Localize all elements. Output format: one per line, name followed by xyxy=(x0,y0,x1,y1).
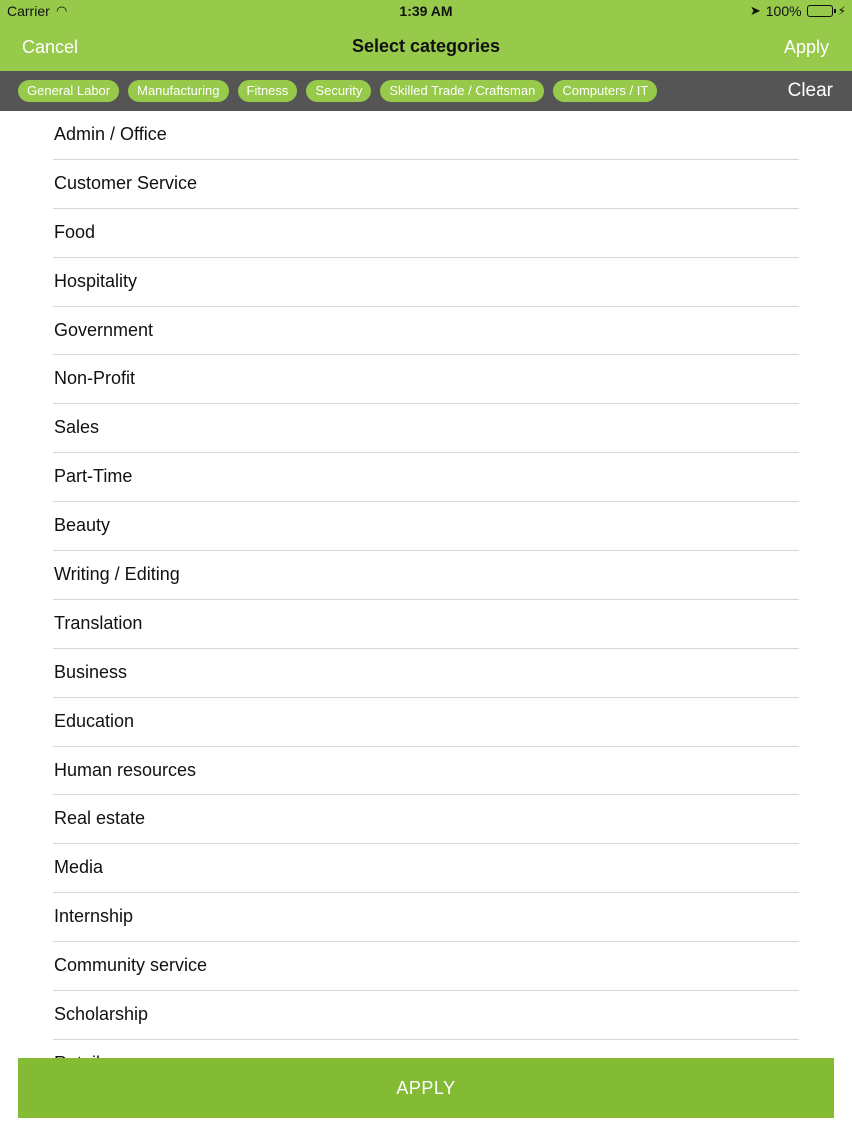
category-chip[interactable]: Fitness xyxy=(238,80,298,102)
category-label: Non-Profit xyxy=(54,368,136,389)
selected-categories-bar xyxy=(0,71,852,111)
category-chip[interactable]: Computers / IT xyxy=(553,80,657,102)
category-row[interactable] xyxy=(53,160,799,209)
category-chip[interactable]: Skilled Trade / Craftsman xyxy=(380,80,544,102)
category-label: Education xyxy=(54,710,135,731)
category-label: Business xyxy=(54,661,128,682)
category-label: Food xyxy=(54,221,96,242)
navigation-bar xyxy=(0,24,852,70)
category-row[interactable] xyxy=(53,551,799,600)
category-label: Writing / Editing xyxy=(54,564,180,585)
category-chip[interactable]: Manufacturing xyxy=(128,80,228,102)
location-arrow-icon: ➤ xyxy=(749,3,761,18)
status-bar xyxy=(0,0,852,22)
category-row[interactable] xyxy=(53,649,799,698)
wifi-icon: ◠ xyxy=(56,3,68,18)
category-label: Translation xyxy=(54,612,143,633)
clear-button[interactable]: Clear xyxy=(787,80,833,101)
selected-chips xyxy=(18,80,657,102)
category-label: Customer Service xyxy=(54,172,198,193)
category-row[interactable] xyxy=(53,355,799,404)
category-row[interactable] xyxy=(53,209,799,258)
category-row[interactable] xyxy=(53,502,799,551)
category-label: Sales xyxy=(54,417,100,438)
battery-icon xyxy=(807,5,833,17)
category-label: Part-Time xyxy=(54,466,133,487)
cancel-button[interactable]: Cancel xyxy=(22,37,79,57)
category-label: Media xyxy=(54,857,104,878)
category-row[interactable] xyxy=(53,111,799,160)
category-label: Scholarship xyxy=(54,1004,149,1025)
category-row[interactable] xyxy=(53,893,799,942)
charging-bolt-icon: ⚡ xyxy=(837,4,846,18)
category-row[interactable] xyxy=(53,991,799,1040)
carrier-label: Carrier xyxy=(7,3,50,19)
top-bar xyxy=(0,0,852,71)
category-row[interactable] xyxy=(53,600,799,649)
category-row[interactable] xyxy=(53,844,799,893)
category-row[interactable] xyxy=(53,942,799,991)
category-row[interactable] xyxy=(53,795,799,844)
category-label: Government xyxy=(54,319,154,340)
category-label: Beauty xyxy=(54,515,111,536)
page-title: Select categories xyxy=(351,36,501,56)
category-row[interactable] xyxy=(53,258,799,307)
category-row[interactable] xyxy=(53,404,799,453)
category-chip[interactable]: General Labor xyxy=(18,80,119,102)
apply-button[interactable]: APPLY xyxy=(18,1058,834,1118)
category-row[interactable] xyxy=(53,747,799,796)
category-row[interactable] xyxy=(53,307,799,356)
category-label: Community service xyxy=(54,955,208,976)
category-label: Real estate xyxy=(54,808,146,829)
category-label: Internship xyxy=(54,906,134,927)
category-row[interactable] xyxy=(53,698,799,747)
category-label: Human resources xyxy=(54,759,197,780)
status-time: 1:39 AM xyxy=(399,3,453,19)
category-chip[interactable]: Security xyxy=(306,80,371,102)
category-list[interactable] xyxy=(0,111,852,1058)
category-label: Admin / Office xyxy=(54,124,167,144)
apply-nav-button[interactable]: Apply xyxy=(783,37,829,57)
status-right-group xyxy=(750,3,846,19)
category-label: Hospitality xyxy=(54,270,138,291)
category-row[interactable] xyxy=(53,453,799,502)
battery-percent: 100% xyxy=(765,3,802,19)
